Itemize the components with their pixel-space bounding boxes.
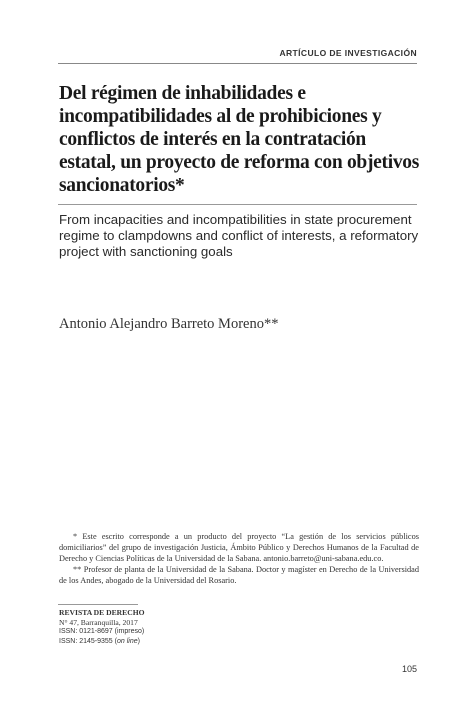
journal-issn-online [59,637,145,647]
journal-issn-print: ISSN: 0121-8697 (impreso) [59,628,145,635]
footnote-project: * Este escrito corresponde a un producto del proyecto “La gestión de los servicios públicos domiciliarios” del grupo de investigación Justicia, Ámbito Público y Derechos Humanos de la Facultad de Derecho y Ciencias Políticas de la Universidad de la Sabana. antonio.barreto@uni-sabana.edu.co. [59,532,419,563]
issn-online-prefix: ISSN: 2145-9355 ( [59,637,117,645]
article-title: Del régimen de inhabilidades e incompatibilidades al de prohibiciones y conflictos de interés en la contratación estatal, un proyecto de reforma con objetivos sancionatorios* [59,83,420,196]
journal-info [59,608,145,646]
author-name: Antonio Alejandro Barreto Moreno** [59,316,279,332]
header-rule [58,63,417,64]
journal-rule [58,604,138,605]
issn-online-label: on line [116,637,138,645]
article-subtitle: From incapacities and incompatibilities in state procurement regime to clampdowns and conflict of interests, a reformatory project with sanctioning goals [59,212,419,259]
footnote-author: ** Profesor de planta de la Universidad de la Sabana. Doctor y magíster en Derecho de la Universidad de los Andes, abogado de la Universidad del Rosario. [59,565,419,585]
title-rule [58,204,417,205]
footnotes [59,531,419,586]
journal-issue: N° 47, Barranquilla, 2017 [59,617,138,627]
page-number: 105 [401,664,417,674]
journal-name: REVISTA DE DERECHO [59,608,145,617]
issn-online-suffix: ) [137,637,140,645]
section-label: ARTÍCULO DE INVESTIGACIÓN [279,48,417,58]
